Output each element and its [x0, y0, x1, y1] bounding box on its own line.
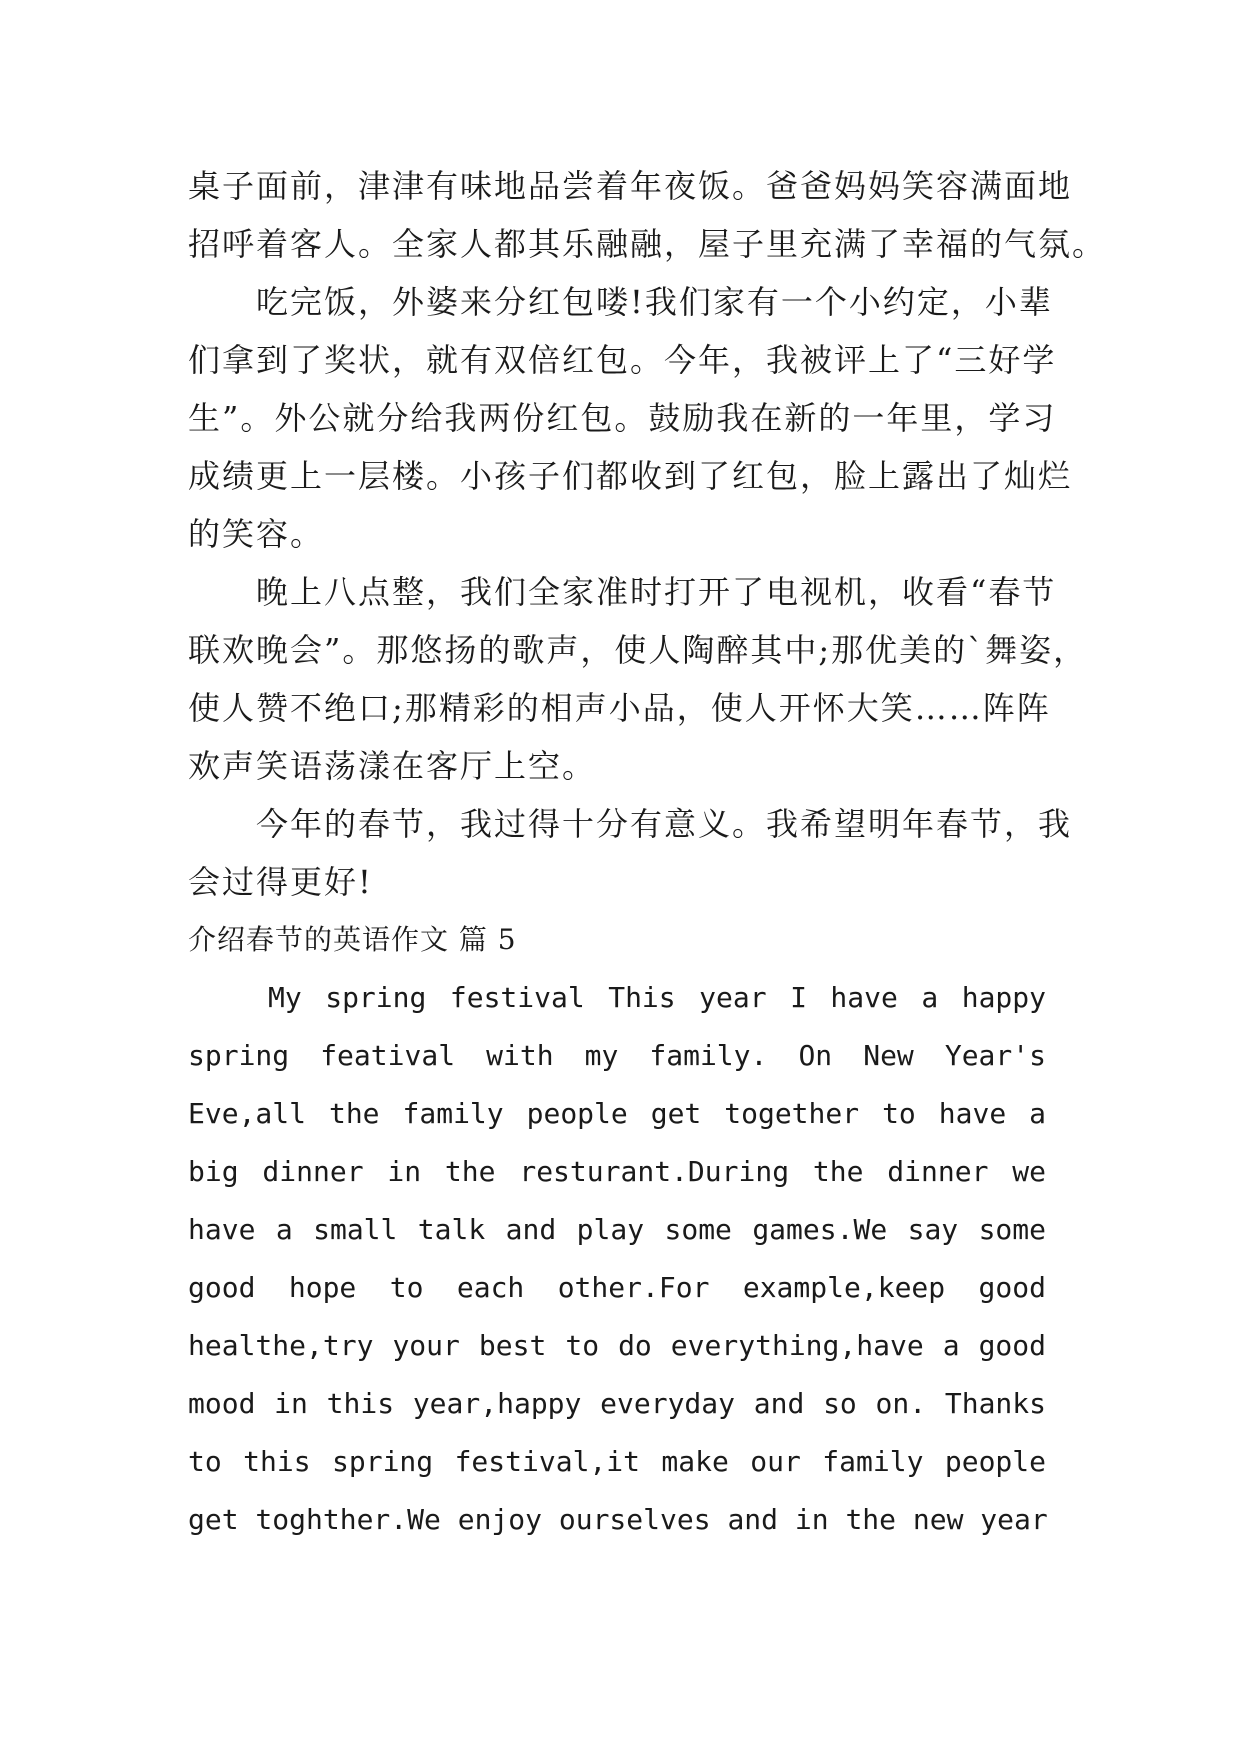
- paragraph-line: 欢声笑语荡漾在客厅上空。: [188, 747, 597, 785]
- paragraph-line: get toghther.We enjoy ourselves and in the new year: [188, 1503, 1048, 1536]
- paragraph-line: big dinner in the resturant.During the dinner we: [188, 1155, 1046, 1188]
- paragraph-line: 使人赞不绝口;那精彩的相声小品，使人开怀大笑……阵阵: [188, 689, 1051, 727]
- paragraph-line: 晚上八点整，我们全家准时打开了电视机，收看“春节: [256, 573, 1057, 611]
- paragraph-line: 们拿到了奖状，就有双倍红包。今年，我被评上了“三好学: [188, 341, 1057, 379]
- paragraph-line: 桌子面前，津津有味地品尝着年夜饭。爸爸妈妈笑容满面地: [188, 167, 1073, 205]
- paragraph-line: spring featival with my family. On New Year's: [188, 1039, 1046, 1072]
- paragraph-line: 联欢晚会”。那悠扬的歌声，使人陶醉其中;那优美的`舞姿，: [188, 631, 1088, 669]
- paragraph-line: 吃完饭，外婆来分红包喽!我们家有一个小约定，小辈: [256, 283, 1053, 321]
- paragraph-line: 的笑容。: [188, 515, 325, 553]
- paragraph-line: 会过得更好!: [188, 863, 373, 901]
- paragraph-line: to this spring festival,it make our family people: [188, 1445, 1046, 1478]
- paragraph-line: healthe,try your best to do everything,have a good: [188, 1329, 1046, 1362]
- paragraph-line: 生”。外公就分给我两份红包。鼓励我在新的一年里，学习: [188, 399, 1057, 437]
- paragraph-line: 今年的春节，我过得十分有意义。我希望明年春节，我: [256, 805, 1073, 843]
- section-heading: 介绍春节的英语作文 篇 5: [188, 923, 517, 956]
- paragraph-line: 成绩更上一层楼。小孩子们都收到了红包，脸上露出了灿烂: [188, 457, 1073, 495]
- paragraph-line: mood in this year,happy everyday and so on. Thanks: [188, 1387, 1046, 1420]
- paragraph-line: 招呼着客人。全家人都其乐融融，屋子里充满了幸福的气氛。: [188, 225, 1107, 263]
- paragraph-line: Eve,all the family people get together to have a: [188, 1097, 1046, 1130]
- paragraph-line: good hope to each other.For example,keep good: [188, 1271, 1046, 1304]
- paragraph-line: have a small talk and play some games.We say some: [188, 1213, 1046, 1246]
- paragraph-line: My spring festival This year I have a happy: [268, 981, 1046, 1014]
